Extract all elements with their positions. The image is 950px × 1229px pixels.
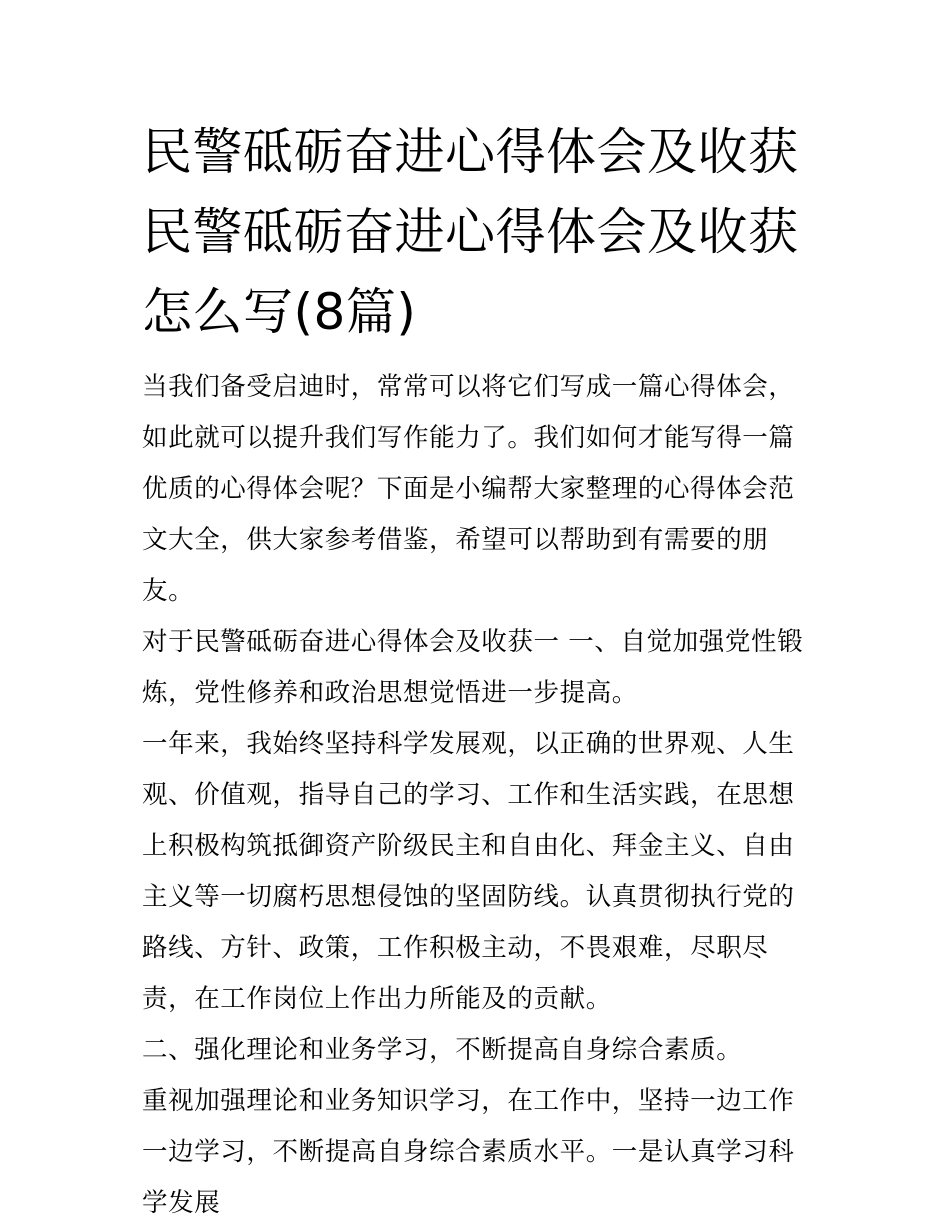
section-two-heading: 二、强化理论和业务学习，不断提高自身综合素质。 [142, 1035, 743, 1065]
title-line-1: 民警砥砺奋进心得体会及收获 [142, 123, 799, 181]
title-line-3: 怎么写(8篇) [142, 283, 417, 341]
body-paragraph-2: 重视加强理论和业务知识学习，在工作中，坚持一边工作一边学习，不断提高自身综合素质水平。一是认真学习科学发展 [142, 1086, 795, 1218]
body-paragraph: 一年来，我始终坚持科学发展观，以正确的世界观、人生观、价值观，指导自己的学习、工作和生活实践，在思想上积极构筑抵御资产阶级民主和自由化、拜金主义、自由主义等一切腐朽思想侵蚀的坚固防线。认真贯彻执行党的路线、方针、政策，工作积极主动，不畏艰难，尽职尽责，在工作岗位上作出力所能及的贡献。 [142, 729, 795, 1014]
section-one-heading-paragraph: 对于民警砥砺奋进心得体会及收获一 一、自觉加强党性锻炼，党性修养和政治思想觉悟进一步提高。 [142, 627, 804, 708]
document-content [142, 112, 814, 1229]
document-title [142, 112, 814, 352]
intro-paragraph: 当我们备受启迪时，常常可以将它们写成一篇心得体会，如此就可以提升我们写作能力了。我们如何才能写得一篇优质的心得体会呢？下面是小编帮大家整理的心得体会范文大全，供大家参考借鉴，希望可以帮助到有需要的朋友。 [142, 372, 795, 606]
title-line-2: 民警砥砺奋进心得体会及收获 [142, 203, 799, 261]
